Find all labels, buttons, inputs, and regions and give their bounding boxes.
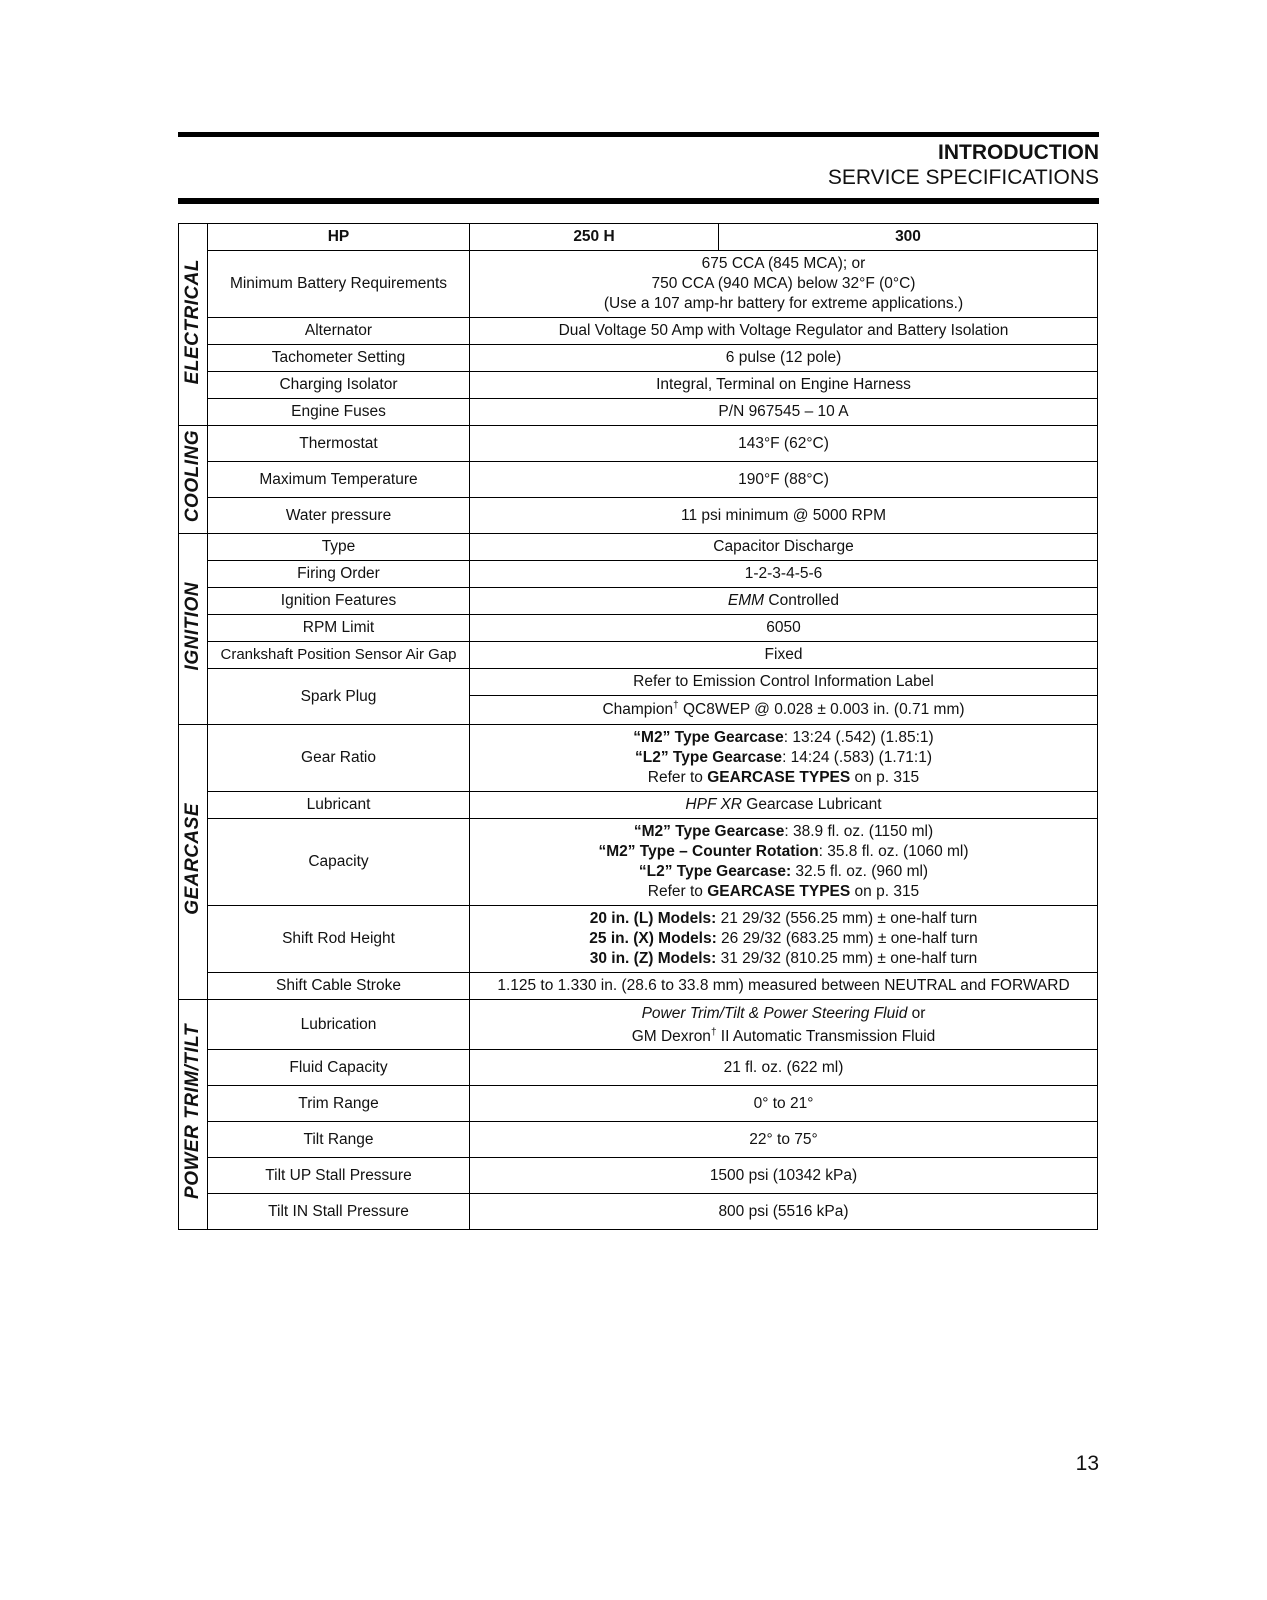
section-label-gearcase: GEARCASE: [182, 803, 203, 915]
table-row: [179, 345, 1098, 372]
row-value: 675 CCA (845 MCA); or 750 CCA (940 MCA) below 32°F (0°C) (Use a 107 amp-hr battery for extreme applications.): [470, 251, 1098, 318]
table-row: [179, 318, 1098, 345]
row-value: Fixed: [470, 642, 1098, 669]
section-title: SERVICE SPECIFICATIONS: [827, 166, 1099, 189]
row-label: Water pressure: [208, 498, 470, 534]
row-value: 143°F (62°C): [470, 426, 1098, 462]
row-value: 0° to 21°: [470, 1086, 1098, 1122]
row-label: Minimum Battery Requirements: [208, 251, 470, 318]
row-label: Gear Ratio: [208, 725, 470, 792]
header-300: 300: [719, 224, 1098, 251]
row-value: 1.125 to 1.330 in. (28.6 to 33.8 mm) measured between NEUTRAL and FORWARD: [470, 973, 1098, 1000]
table-row: [179, 1158, 1098, 1194]
table-row: [179, 1194, 1098, 1230]
page-number: 13: [1075, 1452, 1099, 1475]
row-value: 6050: [470, 615, 1098, 642]
section-label-cooling: COOLING: [182, 430, 203, 523]
row-value: 11 psi minimum @ 5000 RPM: [470, 498, 1098, 534]
header-rule-top: [178, 132, 1099, 137]
row-label: Spark Plug: [208, 669, 470, 725]
row-label: Lubricant: [208, 792, 470, 819]
row-value: 22° to 75°: [470, 1122, 1098, 1158]
row-label: Lubrication: [208, 1000, 470, 1050]
table-row: [179, 973, 1098, 1000]
section-label-ignition: IGNITION: [182, 581, 203, 671]
service-specifications-table: [178, 223, 1098, 1230]
row-value: Refer to Emission Control Information Label: [470, 669, 1098, 696]
table-row: [179, 1050, 1098, 1086]
row-label: Firing Order: [208, 561, 470, 588]
row-label: Trim Range: [208, 1086, 470, 1122]
section-electrical: [179, 224, 208, 426]
table-row: [179, 251, 1098, 318]
section-power-trim-tilt: [179, 1000, 208, 1230]
row-value: 800 psi (5516 kPa): [470, 1194, 1098, 1230]
row-value: Dual Voltage 50 Amp with Voltage Regulator and Battery Isolation: [470, 318, 1098, 345]
row-value: 20 in. (L) Models: 21 29/32 (556.25 mm) ± one-half turn 25 in. (X) Models: 26 29/32 (683.25 mm) ± one-half turn 30 in. (Z) Models: 31 29/32 (810.25 mm) ± one-half turn: [470, 906, 1098, 973]
row-value: HPF XR Gearcase Lubricant: [470, 792, 1098, 819]
section-cooling: [179, 426, 208, 534]
table-row: [179, 906, 1098, 973]
row-value: Integral, Terminal on Engine Harness: [470, 372, 1098, 399]
row-label: Charging Isolator: [208, 372, 470, 399]
row-value: “M2” Type Gearcase: 38.9 fl. oz. (1150 ml) “M2” Type – Counter Rotation: 35.8 fl. oz. (1060 ml) “L2” Type Gearcase: 32.5 fl. oz. (960 ml) Refer to GEARCASE TYPES on p. 315: [470, 819, 1098, 906]
row-value: 21 fl. oz. (622 ml): [470, 1050, 1098, 1086]
row-value: Champion† QC8WEP @ 0.028 ± 0.003 in. (0.71 mm): [470, 696, 1098, 725]
row-label: Type: [208, 534, 470, 561]
table-row: [179, 498, 1098, 534]
row-value: “M2” Type Gearcase: 13:24 (.542) (1.85:1) “L2” Type Gearcase: 14:24 (.583) (1.71:1) Refer to GEARCASE TYPES on p. 315: [470, 725, 1098, 792]
section-gearcase: [179, 725, 208, 1000]
table-row: [179, 1122, 1098, 1158]
row-label: Capacity: [208, 819, 470, 906]
table-row: [179, 1086, 1098, 1122]
section-label-power-trim-tilt: POWER TRIM/TILT: [182, 1024, 203, 1199]
row-value: 1-2-3-4-5-6: [470, 561, 1098, 588]
table-row: [179, 792, 1098, 819]
table-row: [179, 1000, 1098, 1050]
section-label-electrical: ELECTRICAL: [182, 258, 203, 385]
row-label: Alternator: [208, 318, 470, 345]
table-row: [179, 372, 1098, 399]
table-row: [179, 642, 1098, 669]
table-row: [179, 534, 1098, 561]
header-hp: HP: [208, 224, 470, 251]
table-row: [179, 588, 1098, 615]
row-label: Fluid Capacity: [208, 1050, 470, 1086]
table-row: [179, 426, 1098, 462]
row-value: P/N 967545 – 10 A: [470, 399, 1098, 426]
row-label: Tachometer Setting: [208, 345, 470, 372]
row-value: 1500 psi (10342 kPa): [470, 1158, 1098, 1194]
table-row: [179, 669, 1098, 696]
row-label: Shift Cable Stroke: [208, 973, 470, 1000]
row-label: Shift Rod Height: [208, 906, 470, 973]
row-label: Tilt UP Stall Pressure: [208, 1158, 470, 1194]
section-ignition: [179, 534, 208, 725]
row-label: Thermostat: [208, 426, 470, 462]
table-row: [179, 462, 1098, 498]
row-value: Power Trim/Tilt & Power Steering Fluid or GM Dexron† II Automatic Transmission Fluid: [470, 1000, 1098, 1050]
chapter-title: INTRODUCTION: [938, 141, 1099, 164]
table-row: [179, 399, 1098, 426]
row-value: 190°F (88°C): [470, 462, 1098, 498]
table-row: [179, 561, 1098, 588]
row-label: Tilt Range: [208, 1122, 470, 1158]
row-label: Maximum Temperature: [208, 462, 470, 498]
table-row: [179, 615, 1098, 642]
header-250h: 250 H: [470, 224, 719, 251]
row-label: RPM Limit: [208, 615, 470, 642]
row-label: Crankshaft Position Sensor Air Gap: [208, 642, 470, 669]
row-label: Ignition Features: [208, 588, 470, 615]
row-label: Tilt IN Stall Pressure: [208, 1194, 470, 1230]
row-value: 6 pulse (12 pole): [470, 345, 1098, 372]
row-value: EMM Controlled: [470, 588, 1098, 615]
row-value: Capacitor Discharge: [470, 534, 1098, 561]
table-header-row: [179, 224, 1098, 251]
table-row: [179, 725, 1098, 792]
row-label: Engine Fuses: [208, 399, 470, 426]
table-row: [179, 819, 1098, 906]
header-rule-bottom: [178, 198, 1099, 204]
